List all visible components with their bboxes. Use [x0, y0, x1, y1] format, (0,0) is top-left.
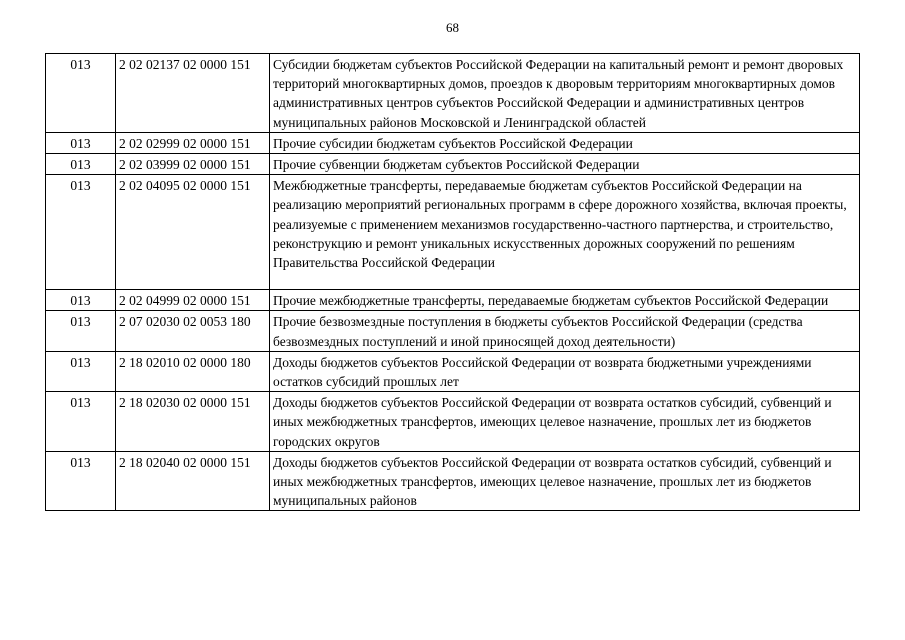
description-cell: Прочие безвозмездные поступления в бюджеты субъектов Российской Федерации (средства безвозмездных поступлений и иной приносящей доход деятельности)	[270, 311, 860, 351]
budget-code-cell: 2 18 02030 02 0000 151	[116, 392, 270, 452]
table-row	[46, 154, 860, 175]
budget-code-cell: 2 02 02999 02 0000 151	[116, 132, 270, 153]
budget-code-cell: 2 18 02040 02 0000 151	[116, 451, 270, 511]
admin-code-cell: 013	[46, 451, 116, 511]
admin-code-cell: 013	[46, 154, 116, 175]
admin-code-cell: 013	[46, 311, 116, 351]
description-cell: Доходы бюджетов субъектов Российской Федерации от возврата остатков субсидий, субвенций и иных межбюджетных трансфертов, имеющих целевое назначение, прошлых лет из бюджетов городских округов	[270, 392, 860, 452]
table-row	[46, 54, 860, 133]
table-row	[46, 351, 860, 391]
table-row	[46, 175, 860, 290]
budget-classification-table	[45, 53, 860, 511]
description-cell: Прочие субвенции бюджетам субъектов Российской Федерации	[270, 154, 860, 175]
admin-code-cell: 013	[46, 54, 116, 133]
admin-code-cell: 013	[46, 290, 116, 311]
budget-code-cell: 2 07 02030 02 0053 180	[116, 311, 270, 351]
table-row	[46, 451, 860, 511]
table-row	[46, 392, 860, 452]
description-cell: Доходы бюджетов субъектов Российской Федерации от возврата остатков субсидий, субвенций и иных межбюджетных трансфертов, имеющих целевое назначение, прошлых лет из бюджетов муниципальных районов	[270, 451, 860, 511]
description-cell: Доходы бюджетов субъектов Российской Федерации от возврата бюджетными учреждениями остатков субсидий прошлых лет	[270, 351, 860, 391]
description-cell: Субсидии бюджетам субъектов Российской Федерации на капитальный ремонт и ремонт дворовых территорий многоквартирных домов, проездов к дворовым территориям многоквартирных домов административных центров субъектов Российской Федерации и административных центров муниципальных районов Московской и Ленинградской областей	[270, 54, 860, 133]
table-row	[46, 311, 860, 351]
page-number: 68	[446, 20, 459, 35]
budget-code-cell: 2 18 02010 02 0000 180	[116, 351, 270, 391]
budget-code-cell: 2 02 03999 02 0000 151	[116, 154, 270, 175]
table-row	[46, 290, 860, 311]
description-cell: Прочие межбюджетные трансферты, передаваемые бюджетам субъектов Российской Федерации	[270, 290, 860, 311]
budget-code-cell: 2 02 04999 02 0000 151	[116, 290, 270, 311]
admin-code-cell: 013	[46, 132, 116, 153]
description-cell: Прочие субсидии бюджетам субъектов Российской Федерации	[270, 132, 860, 153]
budget-code-cell: 2 02 04095 02 0000 151	[116, 175, 270, 290]
admin-code-cell: 013	[46, 351, 116, 391]
table-row	[46, 132, 860, 153]
admin-code-cell: 013	[46, 392, 116, 452]
admin-code-cell: 013	[46, 175, 116, 290]
budget-code-cell: 2 02 02137 02 0000 151	[116, 54, 270, 133]
description-cell: Межбюджетные трансферты, передаваемые бюджетам субъектов Российской Федерации на реализацию мероприятий региональных программ в сфере дорожного хозяйства, включая проекты, реализуемые с применением механизмов государственно-частного партнерства, и строительство, реконструкцию и ремонт уникальных искусственных дорожных сооружений по решениям Правительства Российской Федерации	[270, 175, 860, 290]
